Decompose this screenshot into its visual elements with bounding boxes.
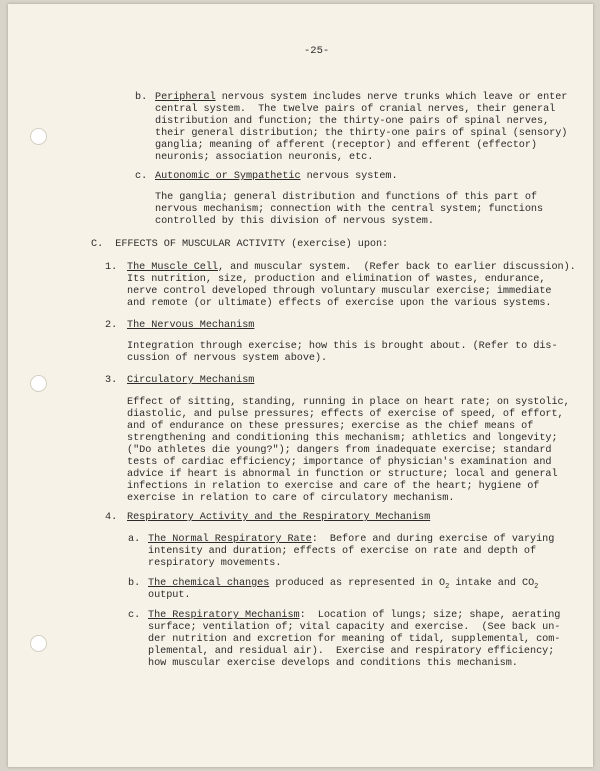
item-4c-marker: c. (128, 610, 141, 621)
item-1-tail: , and muscular system. (Refer back to earlier discussion). (217, 262, 576, 273)
item-b-line: their general distribution; the thirty-one pairs of spinal (sensory) (155, 128, 568, 139)
item-b-first-line (155, 92, 567, 104)
item-1-heading: The Muscle Cell (127, 262, 218, 273)
item-4a-marker: a. (128, 534, 141, 545)
item-3-body-line: diastolic, and pulse pressures; effects of exercise of speed, of effort, (127, 409, 564, 420)
punch-hole (30, 128, 47, 145)
document-page (8, 4, 593, 767)
item-c-body-line: nervous mechanism; connection with the central system; functions (155, 204, 544, 215)
item-4a-first-line (148, 534, 554, 546)
item-4a-heading: The Normal Respiratory Rate (148, 534, 312, 545)
item-2-marker: 2. (105, 320, 118, 331)
item-3-body-line: exercise in relation to care of circulatory mechanism. (127, 493, 455, 504)
item-4b-tail-pre: produced as represented in O (269, 578, 446, 589)
item-1-marker: 1. (105, 262, 118, 273)
item-3-heading: Circulatory Mechanism (127, 375, 255, 386)
item-3-marker: 3. (105, 375, 118, 386)
item-1-line: and remote (or ultimate) effects of exercise upon the various systems. (127, 298, 552, 309)
item-4b-subscript: 2 (534, 583, 539, 592)
item-4c-tail: : Location of lungs; size; shape, aerating (299, 610, 561, 621)
punch-hole (30, 635, 47, 652)
item-4a-line: intensity and duration; effects of exercise on rate and depth of (148, 546, 537, 557)
item-b-line: neuronis; association neuronis, etc. (155, 152, 374, 163)
item-4c-heading: The Respiratory Mechanism (148, 610, 300, 621)
item-4b-line: output. (148, 590, 191, 601)
item-b-heading: Peripheral (155, 92, 216, 103)
item-4c-line: how muscular exercise develops and conditions this mechanism. (148, 658, 518, 669)
item-4-heading: Respiratory Activity and the Respiratory Mechanism (127, 512, 431, 523)
item-4c-line: surface; ventilation of; vital capacity and exercise. (See back un- (148, 622, 561, 633)
item-4c-line: der nutrition and excretion for meaning of tidal, supplemental, com- (148, 634, 561, 645)
punch-hole (30, 375, 47, 392)
item-b-line: central system. The twelve pairs of cranial nerves, their general (155, 104, 556, 115)
item-4b-subscript: 2 (445, 583, 450, 592)
item-4b-tail-mid: intake and CO (449, 578, 535, 589)
item-3-body-line: strengthening and conditioning this mechanism; athletics and longevity; (127, 433, 558, 444)
item-2-body-line: Integration through exercise; how this is brought about. (Refer to dis- (127, 341, 558, 352)
item-3-body-line: and of endurance on these pressures; exercise as the chief means of (127, 421, 534, 432)
item-c-body-line: controlled by this division of nervous system. (155, 216, 434, 227)
item-b-marker: b. (135, 92, 148, 103)
item-4b-heading: The chemical changes (148, 578, 270, 589)
page-number: -25- (304, 45, 330, 57)
item-4b-first-line (148, 578, 538, 593)
item-3-body-line: Effect of sitting, standing, running in place on heart rate; on systolic, (127, 397, 570, 408)
item-b-line: distribution and function; the thirty-one pairs of spinal nerves, (155, 116, 550, 127)
section-c-heading: C. EFFECTS OF MUSCULAR ACTIVITY (exercise) upon: (91, 239, 389, 250)
item-b-line: nervous system includes nerve trunks which leave or enter (215, 92, 568, 103)
item-1-line: Its nutrition, size, production and elimination of wastes, endurance, (127, 274, 546, 285)
item-3-body-line: infections in relation to exercise and care of the heart; hygiene of (127, 481, 540, 492)
item-c-marker: c. (135, 171, 148, 182)
item-3-body-line: ("Do athletes die young?"); dangers from inadequate exercise; standard (127, 445, 552, 456)
item-4a-line: respiratory movements. (148, 558, 282, 569)
item-4-marker: 4. (105, 512, 118, 523)
item-c-heading: Autonomic or Sympathetic (155, 171, 301, 182)
item-2-heading: The Nervous Mechanism (127, 320, 255, 331)
item-4c-first-line (148, 610, 560, 622)
item-c-heading-tail: nervous system. (300, 171, 398, 182)
item-1-first-line (127, 262, 576, 274)
item-2-body-line: cussion of nervous system above). (127, 353, 328, 364)
item-4a-tail: : Before and during exercise of varying (311, 534, 555, 545)
item-4c-line: plemental, and residual air). Exercise and respiratory efficiency; (148, 646, 555, 657)
item-1-line: nerve control developed through voluntary muscular exercise; immediate (127, 286, 552, 297)
item-c-heading-line (155, 171, 398, 183)
item-c-body-line: The ganglia; general distribution and functions of this part of (155, 192, 538, 203)
item-3-body-line: tests of cardiac efficiency; importance of physician's examination and (127, 457, 552, 468)
item-4b-marker: b. (128, 578, 141, 589)
item-b-line: ganglia; meaning of afferent (receptor) and efferent (effector) (155, 140, 538, 151)
item-3-body-line: advice if heart is abnormal in function or structure; local and general (127, 469, 558, 480)
